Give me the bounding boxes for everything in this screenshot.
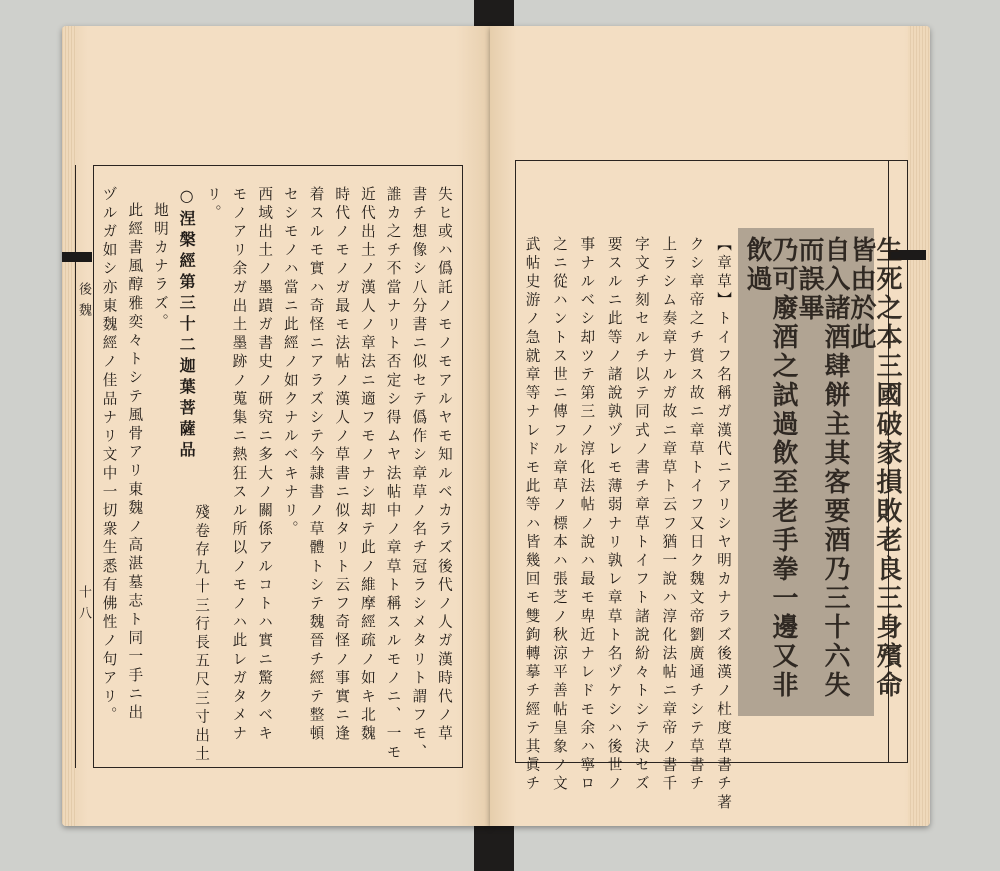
text-column: リ。 (204, 186, 222, 224)
right-page-edges (908, 26, 930, 826)
text-column: 誰カ之チ不當ナリト否定シ得ムヤ法帖中ノ章草ト稱スルモノニ、一モ (384, 186, 402, 763)
text-column: 此經書風醇雅奕々トシテ風骨アリ東魏ノ高湛墓志ト同一手ニ出 (126, 202, 144, 723)
running-title: 後魏 (76, 282, 91, 324)
left-body-text (100, 186, 453, 765)
left-page-edges (62, 26, 76, 826)
text-column: 着スルモ實ハ奇怪ニアラズシテ今隷書ノ草體トシテ魏晉チ經テ整頓 (307, 186, 325, 744)
text-column: セシモノハ當ニ此經ノ如クナルベキナリ。 (281, 186, 299, 540)
text-column: 西域出土ノ墨蹟ガ書史ノ研究ニ多大ノ關係アルコトハ實ニ驚クベキ (256, 186, 274, 744)
section-heading-block (177, 186, 211, 765)
text-column: 時代ノモノガ最モ法帖ノ漢人ノ草書ニ似タリト云フ奇怪ノ事實ニ逢 (333, 186, 351, 744)
text-column: 要スルニ此等ノ諸說孰ヅレモ薄弱ナリ孰レ章草ト名ヅケシハ後世ノ (605, 236, 623, 794)
right-body-text (523, 236, 732, 813)
text-column: 【章草】トイフ名稱ガ漢代ニアリシヤ明カナラズ後漢ノ杜度草書チ著 (715, 236, 732, 813)
section-heading: ○涅槃經第三十二迦葉菩薩品 (177, 186, 197, 462)
calligraphy-column: 自入諸酒肆餅主其客要酒乃三十六失而誤畢 (794, 236, 850, 700)
left-tab-mark (62, 252, 92, 262)
section-note: 殘卷存九十三行長五尺三寸出土 (193, 504, 211, 765)
text-column: 字文チ刻セルチ以テ同式ノ書チ章草トイフト諸說紛々トシテ決セズ (632, 236, 650, 794)
text-column: 事ナルベシ却ツテ第三ノ淳化法帖ノ說ハ最モ卑近ナレドモ余ハ寧ロ (578, 236, 596, 794)
text-column: モノアリ余ガ出土墨跡ノ蒐集ニ熱狂スル所以ノモノハ此レガタメナ (230, 186, 248, 744)
text-column: ヅルガ如シ亦東魏經ノ佳品ナリ文中一切衆生悉有佛性ノ句アリ。 (100, 186, 118, 726)
text-column: 之ニ從ハントス世ニ傳フル章草ノ標本ハ張芝ノ秋涼平善帖皇象ノ文 (550, 236, 568, 794)
text-column: 書チ想像シ八分書ニ似セテ僞作シ章草ノ名チ冠ラシメタリト謂フモ、 (410, 186, 428, 763)
text-column: クシ章帝之チ賞ス故ニ章草トイフ又日ク魏文帝劉廣通チシテ草書チ (687, 236, 705, 794)
text-column: 上ラシム奏章ナルガ故ニ章草ト云フ猶一說ハ淳化法帖ニ章帝ノ書千 (660, 236, 678, 794)
page-number: 十八 (76, 585, 91, 627)
calligraphy-plate (738, 228, 902, 716)
text-column: 失ヒ或ハ僞託ノモノモアルヤモ知ルベカラズ後代ノ人ガ漢時代ノ草 (435, 186, 453, 744)
section-location: 地明カナラズ。 (151, 202, 169, 333)
calligraphy-column: 生死之本三國破家損敗老良三身殯命皆由於此 (846, 236, 902, 700)
text-column: 武帖史游ノ急就章等ナレドモ此等ハ皆幾回モ雙鉤轉摹チ經テ其眞チ (523, 236, 541, 794)
calligraphy-column: 乃可廢酒之試過飲至老手拳一邊又非飲過 (742, 236, 798, 700)
text-column: 近代出土ノ漢人ノ章法ニ適フモノナシ却テ此ノ維摩經疏ノ如キ北魏 (358, 186, 376, 744)
